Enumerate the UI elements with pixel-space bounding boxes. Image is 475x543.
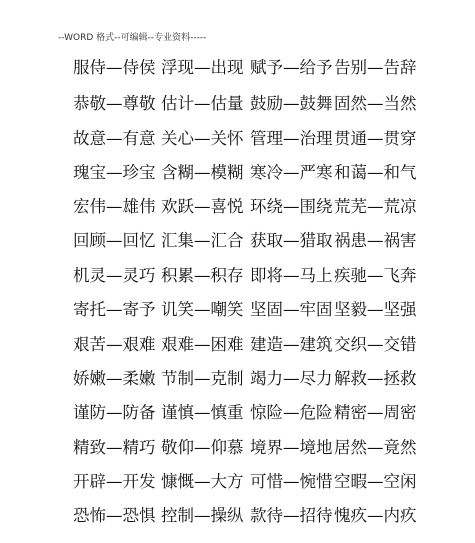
table-row [0,163,475,187]
word-pair: 竭力—尽力 [250,369,333,388]
word-pair: 回顾—回忆 [73,231,156,250]
word-pair: 交织—交错 [334,335,417,354]
word-pair: 瑰宝—珍宝 [73,163,156,182]
word-pair: 宏伟—雄伟 [73,197,156,216]
word-pair: 娇嫩—柔嫩 [73,369,156,388]
word-pair: 机灵—灵巧 [73,266,156,285]
word-pair: 汇集—汇合 [161,231,244,250]
word-pair: 告别—告辞 [334,58,417,77]
word-pair: 坚固—牢固 [250,300,333,319]
table-row [0,438,475,462]
word-pair: 和蔼—和气 [334,163,417,182]
word-pair: 关心—关怀 [161,129,244,148]
word-pair: 境界—境地 [250,438,333,457]
word-pair: 建造—建筑 [250,335,333,354]
word-pair: 精致—精巧 [73,438,156,457]
word-pair: 祸患—祸害 [334,231,417,250]
word-pair: 艰难—困难 [161,335,244,354]
word-pair: 谨防—防备 [73,403,156,422]
word-pair: 谨慎—慎重 [161,403,244,422]
word-pair: 服侍—侍侯 [73,58,156,77]
word-pair: 居然—竟然 [334,438,417,457]
table-row [0,403,475,427]
word-pair: 荒芜—荒凉 [334,197,417,216]
word-pair: 恐怖—恐惧 [73,506,156,525]
table-row [0,266,475,290]
word-pair: 含糊—模糊 [161,163,244,182]
word-pair: 贯通—贯穿 [334,129,417,148]
word-pair: 讥笑—嘲笑 [161,300,244,319]
table-row [0,369,475,393]
word-pair: 控制—操纵 [161,506,244,525]
word-pair: 坚毅—坚强 [334,300,417,319]
word-pair: 解救—拯救 [334,369,417,388]
word-pair: 开辟—开发 [73,472,156,491]
word-pair: 管理—治理 [250,129,333,148]
table-row [0,472,475,496]
word-pair: 鼓励—鼓舞 [250,94,333,113]
word-pair: 积累—积存 [161,266,244,285]
table-row [0,58,475,82]
word-pair: 空暇—空闲 [334,472,417,491]
word-pair: 赋予—给予 [250,58,333,77]
word-pair: 估计—估量 [161,94,244,113]
word-pair: 可惜—惋惜 [250,472,333,491]
word-pair: 寄托—寄予 [73,300,156,319]
word-pair: 恭敬—尊敬 [73,94,156,113]
word-pair: 节制—克制 [161,369,244,388]
word-pair: 固然—当然 [334,94,417,113]
word-pair: 款待—招待 [250,506,333,525]
word-pair: 寒冷—严寒 [250,163,333,182]
word-pair: 愧疚—内疚 [334,506,417,525]
word-pair: 敬仰—仰慕 [161,438,244,457]
word-pair: 获取—猎取 [250,231,333,250]
word-pair: 浮现—出现 [161,58,244,77]
table-row [0,231,475,255]
word-pair: 艰苦—艰难 [73,335,156,354]
table-row [0,129,475,153]
word-pair: 即将—马上 [250,266,333,285]
word-pair: 欢跃—喜悦 [161,197,244,216]
word-pair: 疾驰—飞奔 [334,266,417,285]
word-pair: 环绕—围绕 [250,197,333,216]
table-row [0,300,475,324]
table-row [0,335,475,359]
word-pair: 故意—有意 [73,129,156,148]
word-pair: 慷慨—大方 [161,472,244,491]
page-header: --WORD 格式--可编辑--专业资料----- [58,33,207,43]
word-pair: 惊险—危险 [250,403,333,422]
table-row [0,506,475,530]
word-pair: 精密—周密 [334,403,417,422]
table-row [0,197,475,221]
table-row [0,94,475,118]
